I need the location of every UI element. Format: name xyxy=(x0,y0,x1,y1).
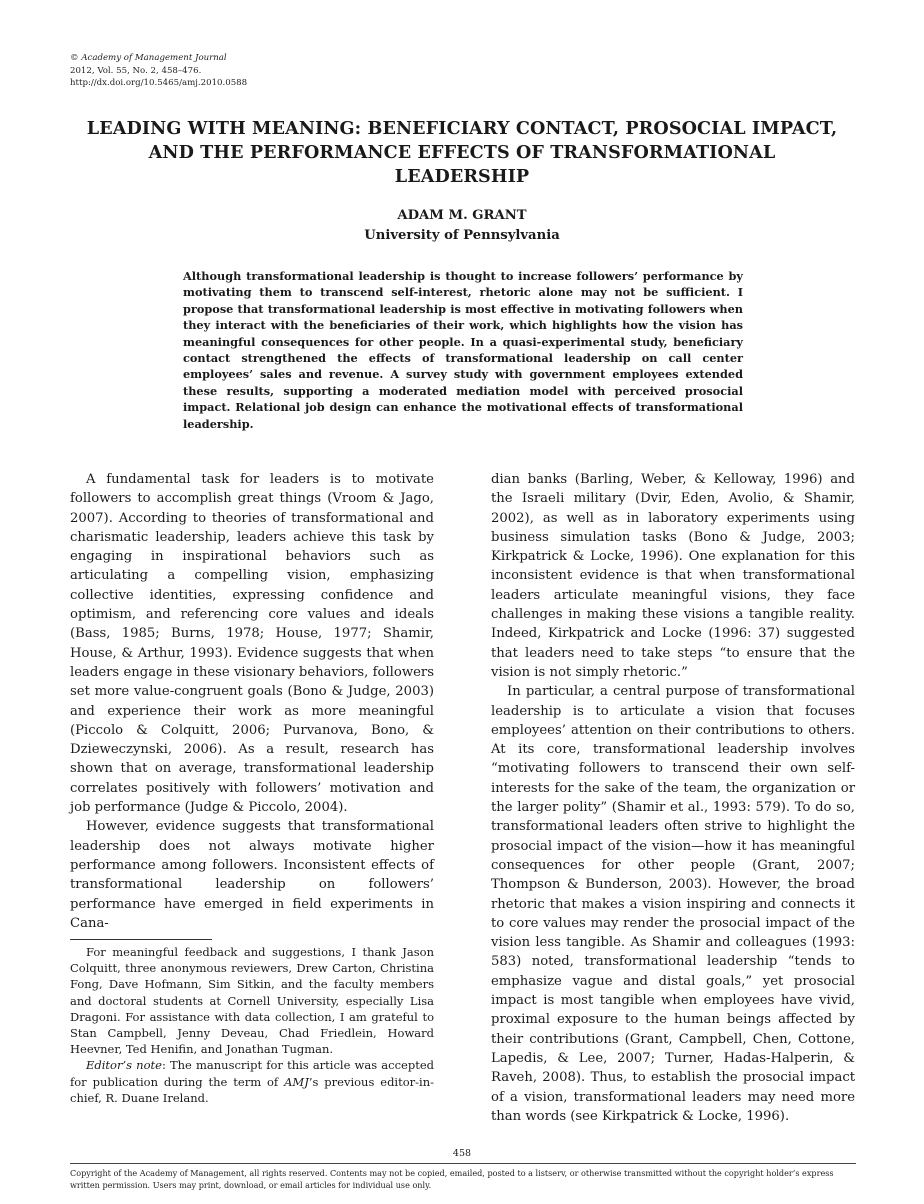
acknowledgment-note: For meaningful feedback and suggestions, I thank Jason Colquitt, three anonymous reviewers, Drew Carton, Christina Fong, Dave Hofmann, Sim Sitkin, and the faculty members and doctoral students at Cornell University, especially Lisa Dragoni. For assistance with data collection, I am grateful to Stan Campbell, Jenny Deveau, Chad Friedlein, Howard Heevner, Ted Henifin, and Jonathan Tugman. xyxy=(70,945,434,1057)
author-name: ADAM M. GRANT xyxy=(397,208,527,223)
footnote-divider xyxy=(70,939,212,940)
volume-line: 2012, Vol. 55, No. 2, 458–476. xyxy=(70,65,202,76)
right-column xyxy=(491,470,855,1126)
editor-note-label: Editor’s note xyxy=(86,1058,162,1073)
citation-header xyxy=(70,52,247,90)
editor-note-text: : The manuscript for this article was accepted for publication during the term of xyxy=(70,1058,435,1089)
doi-link[interactable]: http://dx.doi.org/10.5465/amj.2010.0588 xyxy=(70,78,248,89)
left-column xyxy=(70,470,434,933)
article-title: LEADING WITH MEANING: BENEFICIARY CONTACT, PROSOCIAL IMPACT, AND THE PERFORMANCE EFFECTS OF TRANSFORMATIONAL LEADERSHIP xyxy=(86,118,838,187)
journal-line: © Academy of Management Journal xyxy=(70,53,227,63)
footer-divider xyxy=(70,1163,856,1164)
footnotes xyxy=(70,944,434,1106)
abstract: Although transformational leadership is thought to increase followers’ performance by motivating them to transcend self-interest, rhetoric alone may not be sufficient. I propose that transformational leadership is most effective in motivating followers when they interact with the beneficiaries of their work, which highlights how the vision has meaningful consequences for other people. In a quasi-experimental study, beneficiary contact strengthened the effects of transformational leadership on call center employees’ sales and revenue. A survey study with government employees extended these results, supporting a moderated mediation model with perceived prosocial impact. Relational job design can enhance the motivational effects of transformational leadership. xyxy=(183,269,743,431)
editor-note-journal: AMJ xyxy=(284,1074,309,1089)
body-paragraph: dian banks (Barling, Weber, & Kelloway, 1996) and the Israeli military (Dvir, Eden, Avolio, & Shamir, 2002), as well as in laboratory experiments using business simulation tasks (Bono & Judge, 2003; Kirkpatrick & Locke, 1996). One explanation for this inconsistent evidence is that when transformational leaders articulate meaningful visions, they face challenges in making these visions a tangible reality. Indeed, Kirkpatrick and Locke (1996: 37) suggested that leaders need to take steps “to ensure that the vision is not simply rhetoric.” xyxy=(491,472,855,680)
editor-note-text-end: ’s previous editor-in-chief, R. Duane Ireland. xyxy=(70,1074,435,1105)
author-affiliation: University of Pennsylvania xyxy=(364,228,560,243)
editor-note xyxy=(70,1057,434,1106)
body-paragraph: A fundamental task for leaders is to motivate followers to accomplish great things (Vroom & Jago, 2007). According to theories of transformational and charismatic leadership, leaders achieve this task by engaging in inspirational behaviors such as articulating a compelling vision, emphasizing collective identities, expressing confidence and optimism, and referencing core values and ideals (Bass, 1985; Burns, 1978; House, 1977; Shamir, House, & Arthur, 1993). Evidence suggests that when leaders engage in these visionary behaviors, followers set more value-congruent goals (Bono & Judge, 2003) and experience their work as more meaningful (Piccolo & Colquitt, 2006; Purvanova, Bono, & Dzieweczynski, 2006). As a result, research has shown that on average, transformational leadership correlates positively with followers’ motivation and job performance (Judge & Piccolo, 2004). xyxy=(70,472,434,816)
body-paragraph: In particular, a central purpose of transformational leadership is to articulate a vision that focuses employees’ attention on their contributions to others. At its core, transformational leadership involves “motivating followers to transcend their own self-interests for the sake of the team, the organization or the larger polity” (Shamir et al., 1993: 579). To do so, transformational leaders often strive to highlight the prosocial impact of the vision—how it has meaningful consequences for other people (Grant, 2007; Thompson & Bunderson, 2003). However, the broad rhetoric that makes a vision inspiring and connects it to core values may render the prosocial impact of the vision less tangible. As Shamir and colleagues (1993: 583) noted, transformational leadership “tends to emphasize vague and distal goals,” yet prosocial impact is most tangible when employees have vivid, proximal exposure to the human beings affected by their contributions (Grant, Campbell, Chen, Cottone, Lapedis, & Lee, 2007; Turner, Hadas-Halperin, & Raveh, 2008). Thus, to establish the prosocial impact of a vision, transformational leaders may need more than words (see Kirkpatrick & Locke, 1996). xyxy=(491,684,855,1124)
body-paragraph: However, evidence suggests that transformational leadership does not always motivate higher performance among followers. Inconsistent effects of transformational leadership on followers’ performance have emerged in field experiments in Cana- xyxy=(70,819,434,931)
page-number: 458 xyxy=(452,1148,472,1159)
copyright-notice: Copyright of the Academy of Management, all rights reserved. Contents may not be copied, emailed, posted to a listserv, or otherwise transmitted without the copyright holder’s express written permission. Users may print, download, or email articles for individual use only. xyxy=(70,1168,834,1191)
